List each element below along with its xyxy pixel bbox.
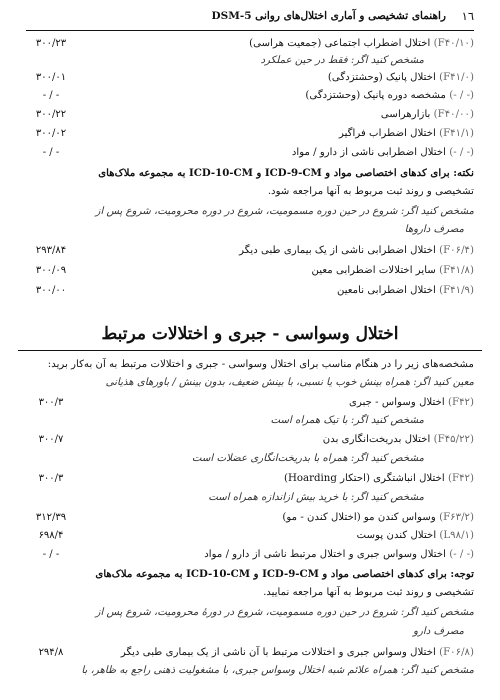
list-item	[26, 645, 474, 661]
list-item	[26, 263, 474, 279]
disorder-name: اختلال اضطراب اجتماعی (جمعیت هراسی)	[249, 38, 431, 49]
dsm-code: ۳۰۰/۰۰	[35, 285, 67, 296]
note-line	[26, 165, 474, 182]
icd10-code: (F۴۰/۰۰)	[433, 109, 474, 120]
intro-line	[26, 357, 474, 373]
page-number: ١٦	[461, 9, 474, 23]
list-item	[26, 36, 474, 52]
disorder-name: وسواس کندن مو (اختلال کندن - مو)	[282, 512, 436, 523]
dsm-code: ۳۰۰/۳	[38, 473, 64, 484]
disorder-name: اختلال کندن پوست	[356, 530, 437, 541]
dsm-code: ۳۰۰/۰۱	[35, 72, 67, 83]
icd10-code: (L۹۸/۱)	[439, 530, 474, 541]
note-text: تشخیصی و روند ثبت مربوط به آنها مراجعه شود.	[267, 186, 474, 197]
note-line	[26, 585, 474, 601]
icd10-code: (F۴۱/۱)	[439, 128, 474, 139]
dsm-code: ۳۰۰/۰۹	[35, 265, 67, 276]
specifier-text: مشخص کنید اگر: با خرید بیش ازاندازه همراه است	[208, 492, 424, 503]
dsm-code: ۲۹۳/۸۴	[35, 245, 67, 256]
icd10-code: (F۶۳/۲)	[439, 512, 474, 523]
dsm-code: ۳۰۰/۳	[38, 397, 64, 408]
icd10-code: (F۰۶/۸)	[439, 647, 474, 658]
specifier-text: مشخص کنید اگر: با تیک همراه است	[270, 415, 424, 426]
disorder-name: اختلال اضطرابی نامعین	[336, 285, 436, 296]
list-item	[26, 145, 474, 161]
list-item	[26, 70, 474, 86]
specifier-line	[26, 53, 474, 69]
specifier-line	[26, 663, 474, 679]
note-line	[26, 184, 474, 200]
list-item	[26, 547, 474, 563]
list-item	[26, 432, 474, 448]
list-item	[26, 471, 474, 487]
list-item	[26, 107, 474, 123]
disorder-name: اختلال وسواس - جبری	[348, 397, 445, 408]
note-text: توجه: برای کدهای اختصاصی مواد و ICD-9-CM و ICD-10-CM به مجموعه ملاک‌های	[95, 568, 474, 580]
list-item	[26, 395, 474, 411]
specifier-text: مشخص کنید اگر: فقط در حین عملکرد	[260, 55, 424, 66]
disorder-name: اختلال اضطرابی ناشی از دارو / مواد	[291, 147, 446, 158]
note-text: تشخیصی و روند ثبت مربوط به آنها مراجعه نمایید.	[263, 587, 474, 598]
icd10-code: (F۴۲)	[448, 473, 474, 484]
list-item	[26, 126, 474, 142]
specifier-line	[26, 204, 474, 220]
disorder-name: سایر اختلالات اضطرابی معین	[311, 265, 436, 276]
note-text: نکته: برای کدهای اختصاصی مواد و ICD-9-CM و ICD-10-CM به مجموعه ملاک‌های	[98, 167, 474, 179]
disorder-name: اختلال وسواس جبری و اختلال مرتبط ناشی از دارو / مواد	[204, 549, 446, 560]
icd10-code: (- / -)	[449, 90, 474, 101]
header-rule	[26, 30, 474, 31]
icd10-code: (F۴۵/۲۲)	[433, 434, 474, 445]
specifier-line	[26, 605, 474, 621]
specifier-text: مصرف دارو	[413, 626, 464, 637]
dsm-code: ۶۹۸/۴	[38, 530, 64, 541]
running-title: راهنمای تشخیصی و آماری اختلال‌های روانی DSM-5	[211, 10, 446, 22]
section-rule	[18, 350, 482, 351]
specifier-line	[26, 375, 474, 391]
dsm-code: ۳۰۰/۰۲	[35, 128, 67, 139]
list-item	[26, 88, 474, 104]
disorder-name: اختلال اضطراب فراگیر	[338, 128, 436, 139]
intro-text: مشخصه‌های زیر را در هنگام مناسب برای اختلال وسواسی - جبری و اختلالات مرتبط به آن به‌کار برید:	[47, 359, 474, 370]
icd10-code: (- / -)	[449, 147, 474, 158]
dsm-code: - / -	[42, 90, 60, 101]
disorder-name: بازارهراسی	[380, 109, 431, 120]
icd10-code: (F۴۰/۱۰)	[433, 38, 474, 49]
dsm-code: ۳۰۰/۲۲	[35, 109, 67, 120]
dsm-code: ۳۱۲/۳۹	[35, 512, 67, 523]
icd10-code: (F۴۱/۹)	[439, 285, 474, 296]
icd10-code: (F۴۲)	[448, 397, 474, 408]
disorder-name: اختلال انباشتگری (احتکار Hoarding)	[284, 473, 445, 484]
dsm-code: ۲۹۴/۸	[38, 647, 64, 658]
dsm-code: ۳۰۰/۲۳	[35, 38, 67, 49]
icd10-code: (F۴۱/۸)	[439, 265, 474, 276]
icd10-code: (F۴۱/۰)	[439, 72, 474, 83]
list-item	[26, 243, 474, 259]
icd10-code: (- / -)	[449, 549, 474, 560]
disorder-name: اختلال پانیک (وحشتزدگی)	[327, 72, 436, 83]
specifier-line	[26, 413, 474, 429]
disorder-name: مشخصه دوره پانیک (وحشتزدگی)	[305, 90, 446, 101]
specifier-line	[26, 490, 474, 506]
section-heading: اختلال وسواسی - جبری و اختلالات مرتبط	[101, 324, 399, 344]
dsm-code: - / -	[42, 549, 60, 560]
list-item	[26, 283, 474, 299]
specifier-text: مشخص کنید اگر: شروع در حین دوره مسمومیت، شروع در دورهٔ محرومیت، شروع پس از	[95, 607, 474, 618]
specifier-line	[26, 451, 474, 467]
list-item	[26, 528, 474, 544]
specifier-line	[26, 624, 474, 640]
disorder-name: اختلال وسواس جبری و اختلالات مرتبط با آن ناشی از یک بیماری طبی دیگر	[120, 647, 436, 658]
specifier-text: مشخص کنید اگر: شروع در حین دوره مسمومیت، شروع در دوره محرومیت، شروع پس از	[95, 206, 474, 217]
disorder-name: اختلال اضطرابی ناشی از یک بیماری طبی دیگر	[239, 245, 436, 256]
specifier-text: مصرف داروها	[404, 224, 464, 235]
specifier-text: مشخص کنید اگر: همراه با بدریخت‌انگاری عضلات است	[191, 453, 424, 464]
note-line	[26, 566, 474, 583]
dsm-code: ۳۰۰/۷	[38, 434, 64, 445]
dsm-code: - / -	[42, 147, 60, 158]
icd10-code: (F۰۶/۴)	[439, 245, 474, 256]
page-header	[26, 6, 474, 28]
specifier-line	[26, 222, 474, 238]
specifier-text: مشخص کنید اگر: همراه علائم شبه اختلال وسواس جبری، با مشغولیت ذهنی راجع به ظاهر، با	[81, 665, 474, 676]
disorder-name: اختلال بدریخت‌انگاری بدن	[322, 434, 431, 445]
specifier-text: معین کنید اگر: همراه بینش خوب یا نسبی، با بینش ضعیف، بدون بینش / باورهای هذیانی	[105, 377, 474, 388]
list-item	[26, 510, 474, 526]
